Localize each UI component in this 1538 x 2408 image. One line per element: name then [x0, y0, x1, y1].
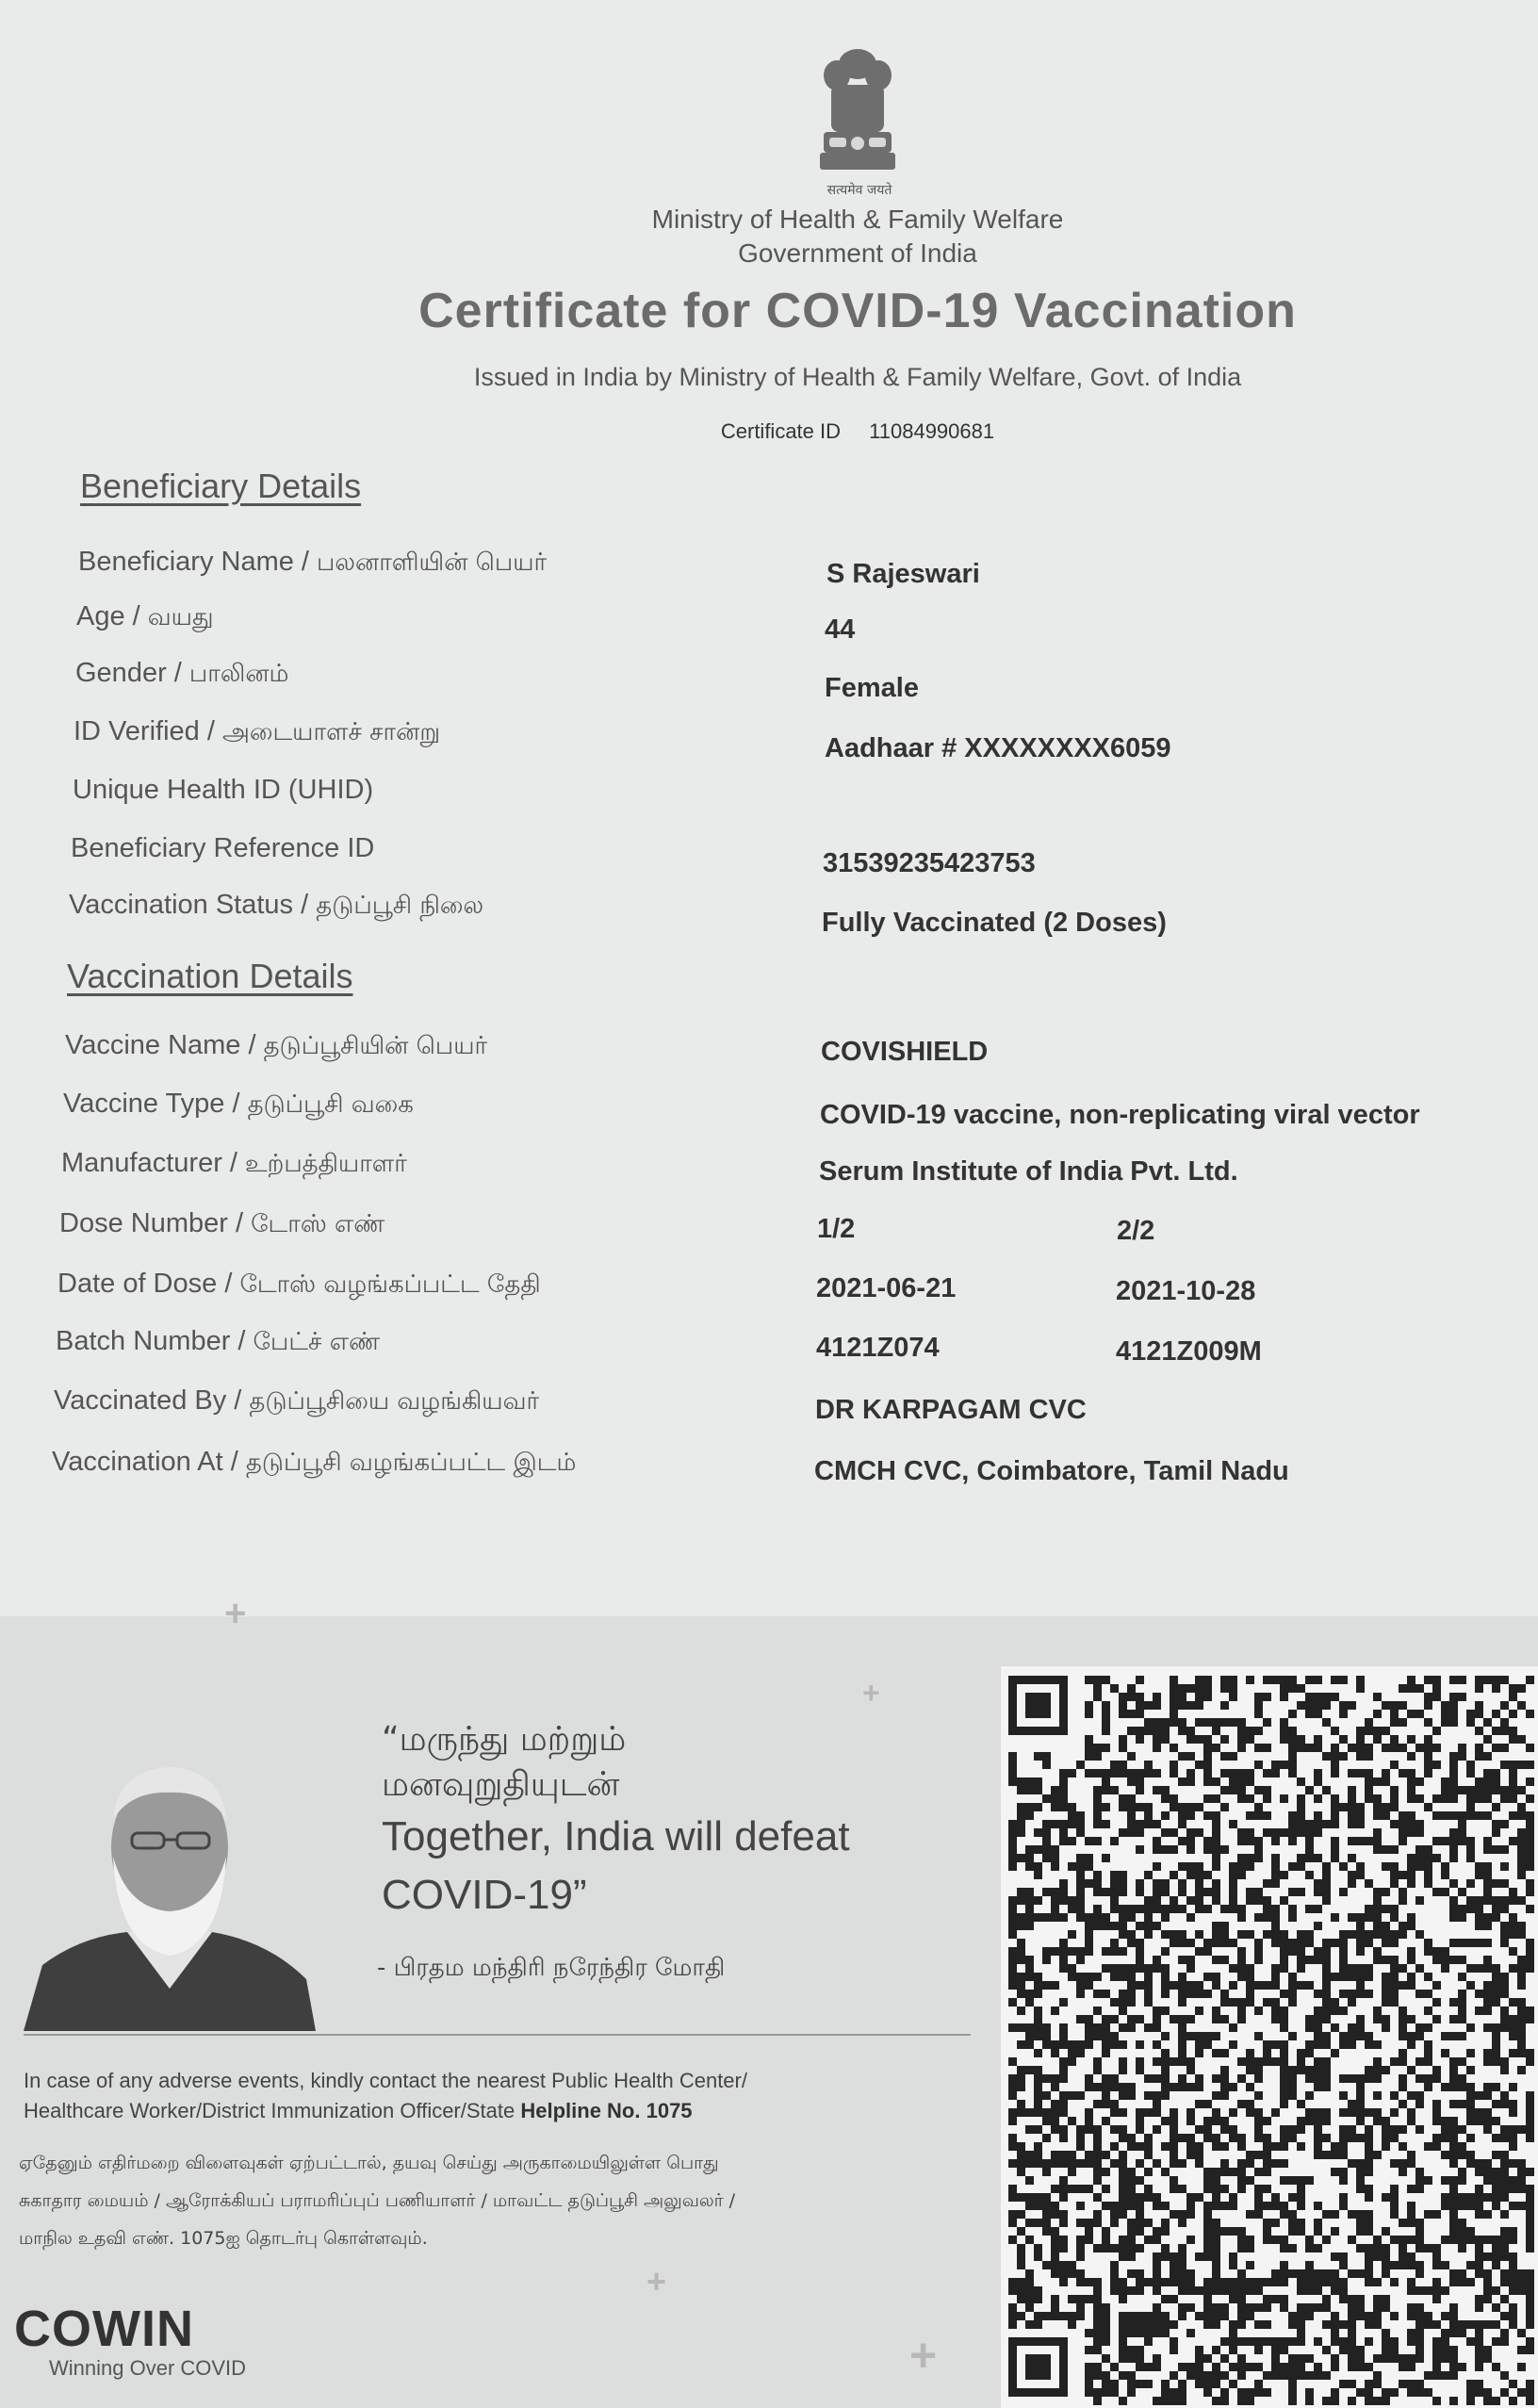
quote-tamil-line-2: மனவுறுதியுடன் [382, 1765, 620, 1804]
manufacturer-label: Manufacturer / உற்பத்தியாளர் [61, 1148, 407, 1178]
quote-english [382, 1808, 985, 1925]
date-of-dose-value-1: 2021-06-21 [816, 1273, 957, 1303]
ministry-name [528, 203, 1187, 270]
dose-number-value-2: 2/2 [1117, 1216, 1155, 1246]
footer-divider [24, 2034, 971, 2036]
batch-number-value-2: 4121Z009M [1116, 1336, 1262, 1367]
ministry-line-2: Government of India [738, 238, 977, 268]
age-value: 44 [825, 614, 856, 645]
quote-attribution: - பிரதம மந்திரி நரேந்திர மோதி [377, 1954, 726, 1982]
certificate-id-value: 11084990681 [869, 419, 995, 443]
plus-icon: + [224, 1593, 247, 1634]
date-of-dose-label: Date of Dose / டோஸ் வழங்கப்பட்ட தேதி [57, 1269, 541, 1299]
vaccination-at-value: CMCH CVC, Coimbatore, Tamil Nadu [814, 1456, 1289, 1486]
certificate-title: Certificate for COVID-19 Vaccination [418, 284, 1297, 338]
beneficiary-name-value: S Rajeswari [826, 559, 980, 589]
quote-english-line-1: Together, India will defeat [382, 1813, 850, 1859]
vaccine-type-value: COVID-19 vaccine, non-replicating viral vector [820, 1100, 1420, 1130]
helpline-number: Helpline No. 1075 [520, 2099, 693, 2122]
adverse-ta-line-3: மாநில உதவி எண். 1075ஐ தொடர்பு கொள்ளவும். [19, 2228, 428, 2249]
beneficiary-reference-id-value: 31539235423753 [823, 848, 1036, 878]
qr-code-icon [1001, 1666, 1538, 2408]
batch-number-value-1: 4121Z074 [816, 1333, 940, 1363]
cowin-tagline: Winning Over COVID [49, 2356, 247, 2380]
uhid-label: Unique Health ID (UHID) [73, 775, 374, 805]
adverse-ta-line-1: ஏதேனும் எதிர்மறை விளைவுகள் ஏற்பட்டால், தயவு செய்து அருகாமையிலுள்ள பொது [19, 2153, 719, 2173]
adverse-en-line-2: Healthcare Worker/District Immunization Officer/State Helpline No. 1075 [24, 2099, 693, 2122]
beneficiary-section-title: Beneficiary Details [80, 467, 362, 505]
certificate-id [565, 419, 1150, 444]
adverse-events-tamil [19, 2144, 971, 2257]
prime-minister-portrait [24, 1744, 316, 2031]
vaccination-section-title: Vaccination Details [67, 957, 353, 995]
vaccinated-by-value: DR KARPAGAM CVC [815, 1395, 1087, 1425]
date-of-dose-value-2: 2021-10-28 [1116, 1276, 1256, 1306]
id-verified-value: Aadhaar # XXXXXXXX6059 [825, 733, 1171, 763]
age-label: Age / வயது [76, 601, 214, 631]
vaccination-at-label: Vaccination At / தடுப்பூசி வழங்கப்பட்ட இடம் [52, 1447, 577, 1477]
dose-number-value-1: 1/2 [817, 1214, 856, 1244]
adverse-ta-line-2: சுகாதார மையம் / ஆரோக்கியப் பராமரிப்புப் பணியாளர் / மாவட்ட தடுப்பூசி அலுவலர் / [19, 2190, 736, 2211]
ministry-line-1: Ministry of Health & Family Welfare [651, 205, 1064, 234]
manufacturer-value: Serum Institute of India Pvt. Ltd. [819, 1156, 1238, 1187]
gender-value: Female [825, 673, 919, 703]
quote-english-line-2: COVID-19” [382, 1872, 587, 1918]
beneficiary-name-label: Beneficiary Name / பலனாளியின் பெயர் [78, 547, 548, 577]
vaccination-status-value: Fully Vaccinated (2 Doses) [822, 908, 1167, 938]
batch-number-label: Batch Number / பேட்ச் எண் [56, 1326, 381, 1356]
plus-icon: + [862, 1676, 880, 1710]
issued-by-line: Issued in India by Ministry of Health & Family Welfare, Govt. of India [473, 363, 1242, 391]
vaccinated-by-label: Vaccinated By / தடுப்பூசியை வழங்கியவர் [54, 1385, 540, 1416]
vaccine-type-label: Vaccine Type / தடுப்பூசி வகை [63, 1089, 414, 1119]
emblem-motto: सत्यमेव जयते [826, 183, 892, 198]
vaccine-name-value: COVISHIELD [821, 1037, 989, 1067]
cowin-logo: COWIN [14, 2301, 194, 2357]
vaccination-status-label: Vaccination Status / தடுப்பூசி நிலை [69, 890, 484, 920]
adverse-en-line-1: In case of any adverse events, kindly contact the nearest Public Health Center/ [24, 2069, 747, 2092]
certificate-id-label: Certificate ID [720, 419, 842, 443]
beneficiary-reference-id-label: Beneficiary Reference ID [71, 833, 375, 863]
plus-icon: + [646, 2262, 667, 2301]
quote-tamil-line-1: “மருந்து மற்றும் [382, 1720, 627, 1759]
vaccine-name-label: Vaccine Name / தடுப்பூசியின் பெயர் [65, 1030, 488, 1060]
ashoka-emblem-icon [810, 38, 905, 198]
id-verified-label: ID Verified / அடையாளச் சான்று [74, 716, 441, 746]
quote-tamil [382, 1717, 626, 1808]
gender-label: Gender / பாலினம் [75, 658, 289, 688]
dose-number-label: Dose Number / டோஸ் எண் [59, 1208, 385, 1238]
adverse-events-english [24, 2066, 966, 2126]
plus-icon: + [909, 2329, 938, 2382]
